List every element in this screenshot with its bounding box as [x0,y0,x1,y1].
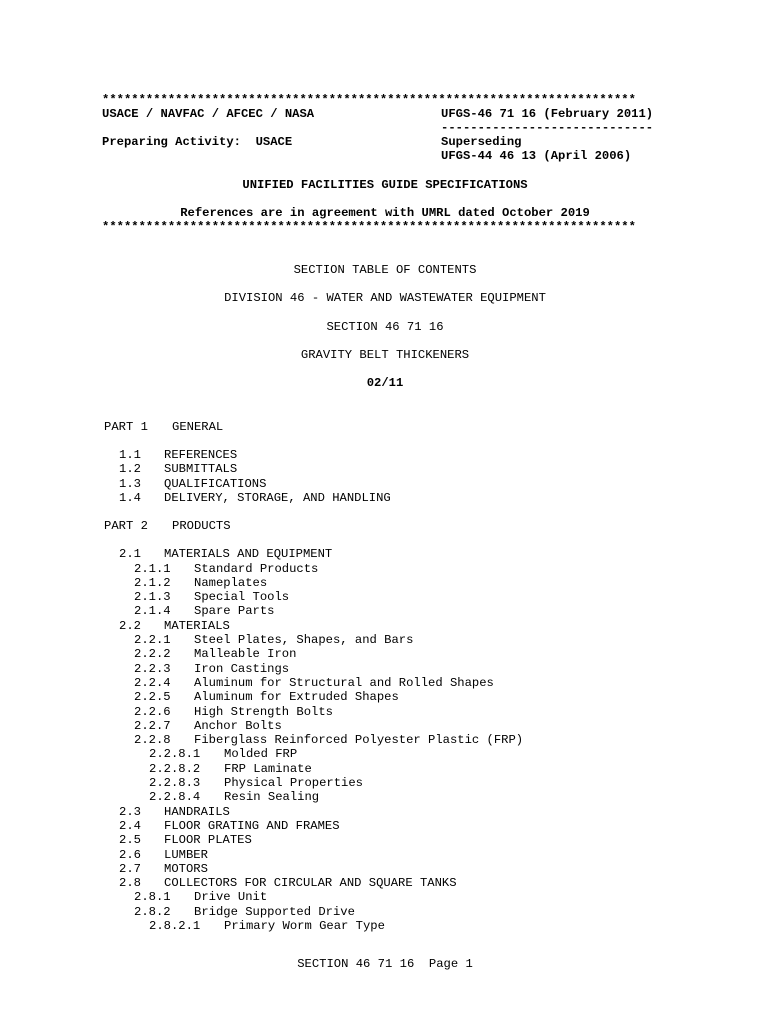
toc-entry-number: 2.3 [119,804,141,819]
toc-entry-number: 2.2.8.4 [149,790,201,805]
toc-entry-title: DELIVERY, STORAGE, AND HANDLING [164,490,391,505]
toc-entry-number: 2.2.8.3 [149,776,201,790]
toc-entry-number: 2.2.1 [134,633,171,647]
toc-entry-title: Malleable Iron [194,647,297,662]
toc-entry-number: 2.5 [119,833,141,848]
toc-entry-title: QUALIFICATIONS [164,476,267,491]
toc-entry-number: 2.1.1 [134,561,171,576]
toc-entry-title: REFERENCES [164,448,238,462]
dash-rule: ----------------------------- [441,121,654,135]
umrl-note: References are in agreement with UMRL dated October 2019 [180,206,590,220]
toc-entry-number: 2.1.3 [134,590,171,605]
agencies-line: USACE / NAVFAC / AFCEC / NASA [102,107,315,121]
toc-entry-number: 2.2.8.1 [149,747,201,762]
section-subject: GRAVITY BELT THICKENERS [300,348,470,362]
toc-entry-title: Aluminum for Structural and Rolled Shapes [194,675,494,690]
toc-entry-title: LUMBER [164,847,208,862]
toc-entry-title: Special Tools [194,590,290,605]
toc-entry-number: 1.1 [119,448,141,462]
toc-entry-number: 2.7 [119,861,141,876]
guide-title: UNIFIED FACILITIES GUIDE SPECIFICATIONS [242,178,528,192]
toc-entry-title: High Strength Bolts [194,704,333,719]
toc-entry-title: Primary Worm Gear Type [224,919,385,933]
toc-entry-number: 2.8.2.1 [149,919,201,933]
section-number: SECTION 46 71 16 [326,320,444,334]
toc-entry-number: 2.2.6 [134,704,171,719]
toc-entry-number: 2.2.8.2 [149,761,201,776]
toc-entry-number: 2.2.4 [134,675,171,690]
toc-entry-title: Standard Products [194,561,319,576]
division-title: DIVISION 46 - WATER AND WASTEWATER EQUIPMENT [224,291,546,305]
toc-entry-title: FRP Laminate [224,761,312,776]
toc-entry-number: 2.2.8 [134,733,171,748]
toc-entry-number: 2.1.4 [134,604,171,619]
toc-entry-number: 1.2 [119,462,141,477]
toc-entry-number: PART 1 [104,420,148,434]
toc-entry-title: MATERIALS AND EQUIPMENT [164,547,333,562]
toc-entry-title: Physical Properties [224,776,363,790]
toc-entry-title: MATERIALS [164,618,230,633]
toc-entry-title: Drive Unit [194,890,268,905]
toc-entry-number: 2.8.1 [134,890,171,905]
toc-entry-title: Fiberglass Reinforced Polyester Plastic (FRP) [194,733,524,748]
toc-entry-title: Anchor Bolts [194,718,282,733]
toc-entry-number: 1.3 [119,476,141,491]
toc-entry-title: SUBMITTALS [164,462,238,477]
toc-entry-title: GENERAL [172,420,224,434]
toc-entry-title: FLOOR PLATES [164,833,252,848]
star-rule-bottom: ************************************************************************* [102,220,636,234]
toc-entry-title: MOTORS [164,861,208,876]
toc-entry-title: Bridge Supported Drive [194,904,355,919]
toc-entry-number: 2.2.5 [134,690,171,705]
toc-entry-number: 2.1 [119,547,141,562]
preparing-activity: Preparing Activity: USACE [102,135,293,149]
toc-entry-title: COLLECTORS FOR CIRCULAR AND SQUARE TANKS [164,876,457,891]
star-rule-top: ************************************************************************* [102,93,636,107]
toc-entry-number: 2.2 [119,618,141,633]
toc-entry-number: PART 2 [104,519,148,534]
toc-entry-title: Nameplates [194,575,268,590]
toc-entry-title: HANDRAILS [164,804,230,819]
toc-entry-title: Spare Parts [194,604,275,619]
toc-entry-title: Resin Sealing [224,790,320,805]
toc-entry-number: 2.8.2 [134,904,171,919]
toc-entry-title: Steel Plates, Shapes, and Bars [194,633,414,647]
toc-entry-number: 2.2.2 [134,647,171,662]
toc-entry-title: Iron Castings [194,661,290,676]
toc-entry-number: 2.8 [119,876,141,891]
toc-entry-number: 2.4 [119,818,141,833]
toc-entry-title: PRODUCTS [172,519,231,534]
toc-entry-number: 2.2.3 [134,661,171,676]
page-footer: SECTION 46 71 16 Page 1 [297,957,473,971]
toc-entry-number: 1.4 [119,490,141,505]
toc-entry-number: 2.6 [119,847,141,862]
toc-entry-title: Molded FRP [224,747,298,762]
toc-entry-number: 2.2.7 [134,718,171,733]
toc-entry-number: 2.1.2 [134,575,171,590]
toc-entry-title: FLOOR GRATING AND FRAMES [164,818,340,833]
ufgs-number: UFGS-46 71 16 (February 2011) [441,107,654,121]
superseded-number: UFGS-44 46 13 (April 2006) [441,149,632,163]
toc-entry-title: Aluminum for Extruded Shapes [194,690,399,705]
date-code: 02/11 [366,376,404,390]
toc-title: SECTION TABLE OF CONTENTS [293,263,477,277]
superseding-label: Superseding [441,135,522,149]
